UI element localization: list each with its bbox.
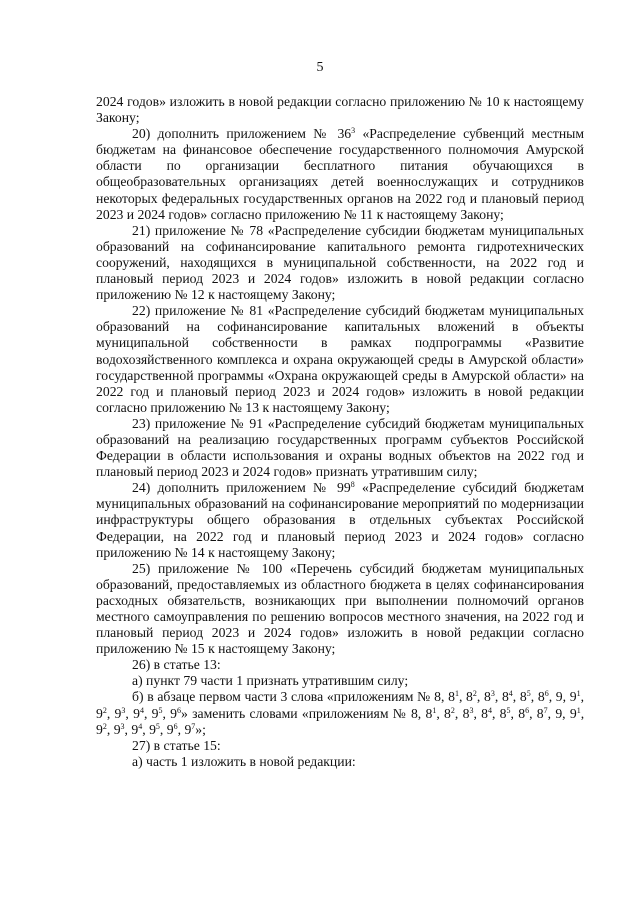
paragraph: б) в абзаце первом части 3 слова «приложениям № 8, $8^1$, $8^2$, $8^3$, $8^4$, $8^5$, $8^6$, 9, $9^1$, $9^2$, $9^3$, $9^4$, $9^5$, $9^6$» заменить словами «приложениям № 8, $8^1$, $8^2$, $8^3$, $8^4$, $8^5$, $8^6$, $8^7$, 9, $9^1$, $9^2$, $9^3$, $9^4$, $9^5$, $9^6$, $9^7$»; [96,689,585,737]
page-number: 5 [316,60,324,75]
paragraph: 24) дополнить приложением № $99^8$ «Распределение субсидий бюджетам муниципальных образований на софинансирование мероприятий по модернизации инфраструктуры общего образования в отдельных субъектах Российской Федерации, на 2022 год и плановый период 2023 и 2024 годов» согласно приложению № 14 к настоящему Закону; [96,480,584,560]
paragraph: а) пункт 79 части 1 признать утратившим силу; [132,673,409,689]
paragraph: 23) приложение № 91 «Распределение субсидий бюджетам муниципальных образований на реализацию государственных программ субъектов Российской Федерации в области использования и охраны водных объектов на 2022 год и плановый период 2023 и 2024 годов» признать утратившим силу; [96,415,584,480]
paragraph: 22) приложение № 81 «Распределение субсидий бюджетам муниципальных образований на софинансирование капитальных вложений в объекты муниципальной собственности в рамках подпрограммы «Развитие водохозяйственного комплекса и охрана окружающей среды в Амурской области» государственной программы «Охрана окружающей среды в Амурской области» на 2022 год и плановый период 2023 и 2024 годов» изложить в новой редакции согласно приложению № 13 к настоящему Закону; [96,303,584,415]
paragraph: 25) приложение № 100 «Перечень субсидий бюджетам муниципальных образований, предоставляемых из областного бюджета в целях софинансирования расходных обязательств, возникающих при выполнении полномочий органов местного самоуправления по решению вопросов местного значения, на 2022 год и плановый период 2023 и 2024 годов» изложить в новой редакции согласно приложению № 15 к настоящему Закону; [96,560,584,657]
paragraph: 2024 годов» изложить в новой редакции согласно приложению № 10 к настоящему Закону; [96,94,584,126]
paragraph: 20) дополнить приложением № $36^3$ «Распределение субвенций местным бюджетам на финансовое обеспечение государственного полномочия Амурской области по организации бесплатного питания обучающихся в общеобразовательных организациях детей военнослужащих и сотрудников некоторых федеральных государственных органов на 2022 год и плановый период 2023 и 2024 годов» согласно приложению № 11 к настоящему Закону; [96,126,585,222]
paragraph: 27) в статье 15: [132,737,221,753]
paragraph: 21) приложение № 78 «Распределение субсидии бюджетам муниципальных образований на софинансирование капитального ремонта гидротехнических сооружений, находящихся в муниципальной собственности, на 2022 год и плановый период 2023 и 2024 годов» изложить в новой редакции согласно приложению № 12 к настоящему Закону; [96,222,584,303]
paragraph: а) часть 1 изложить в новой редакции: [132,753,356,769]
paragraph: 26) в статье 13: [132,657,221,673]
document-body [96,94,584,770]
